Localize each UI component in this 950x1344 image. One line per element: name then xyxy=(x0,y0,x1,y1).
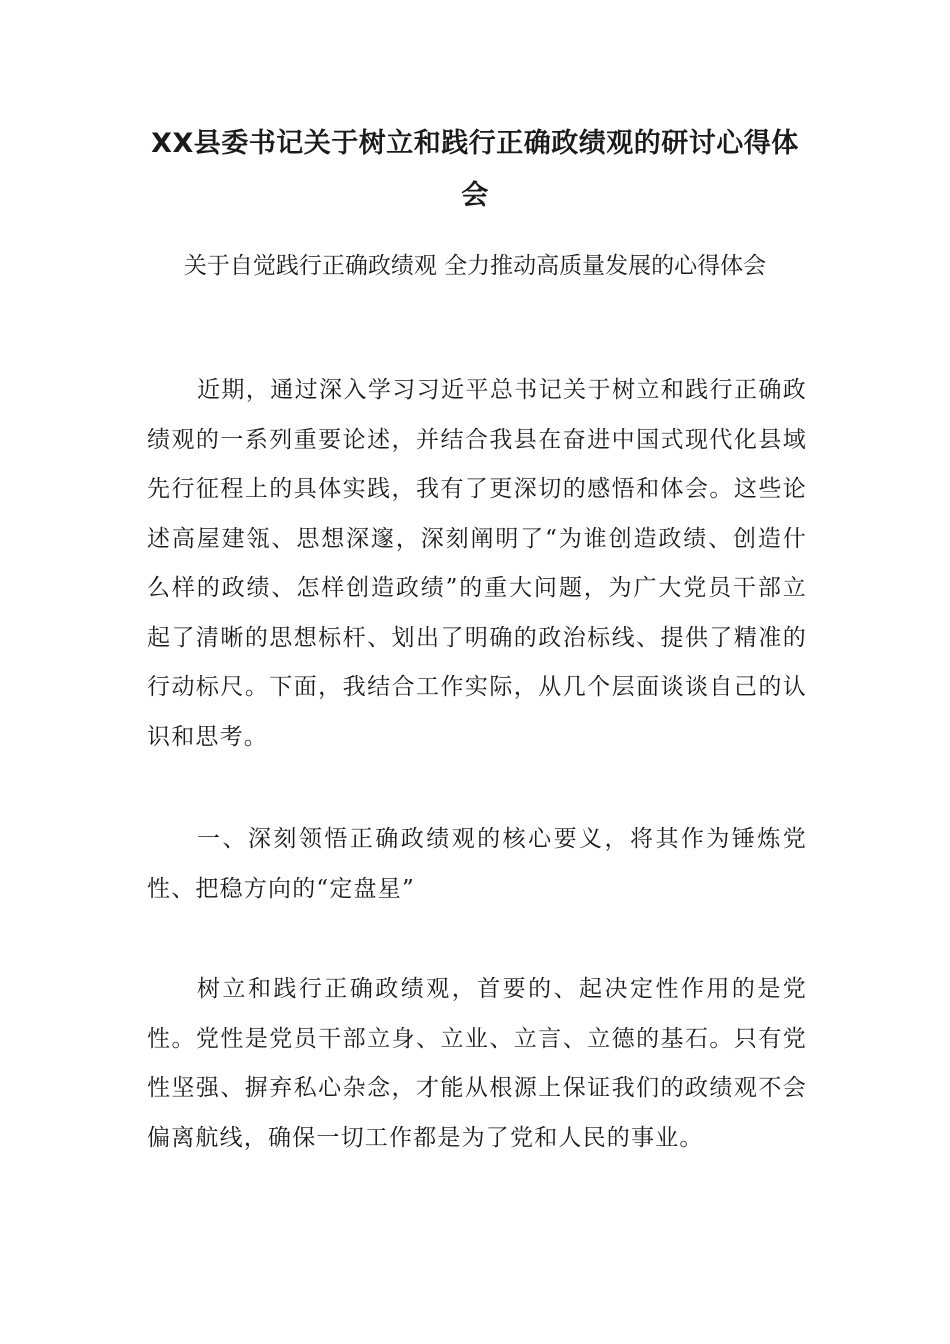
intro-paragraph: 近期，通过深入学习习近平总书记关于树立和践行正确政绩观的一系列重要论述，并结合我县在奋进中国式现代化县域先行征程上的具体实践，我有了更深切的感悟和体会。这些论述高屋建瓴、思想深邃，深刻阐明了“为谁创造政绩、创造什么样的政绩、怎样创造政绩”的重大问题，为广大党员干部立起了清晰的思想标杆、划出了明确的政治标线、提供了精准的行动标尺。下面，我结合工作实际，从几个层面谈谈自己的认识和思考。 xyxy=(147,377,807,750)
body-paragraph: 树立和践行正确政绩观，首要的、起决定性作用的是党性。党性是党员干部立身、立业、立言、立德的基石。只有党性坚强、摒弃私心杂念，才能从根源上保证我们的政绩观不会偏离航线，确保一切工作都是为了党和人民的事业。 xyxy=(147,976,807,1151)
document-title: XX县委书记关于树立和践行正确政绩观的研讨心得体会 xyxy=(151,128,799,211)
section-heading-one: 一、深刻领悟正确政绩观的核心要义，将其作为锤炼党性、把稳方向的“定盘星” xyxy=(147,826,807,902)
document-subtitle: 关于自觉践行正确政绩观 全力推动高质量发展的心得体会 xyxy=(183,253,767,279)
